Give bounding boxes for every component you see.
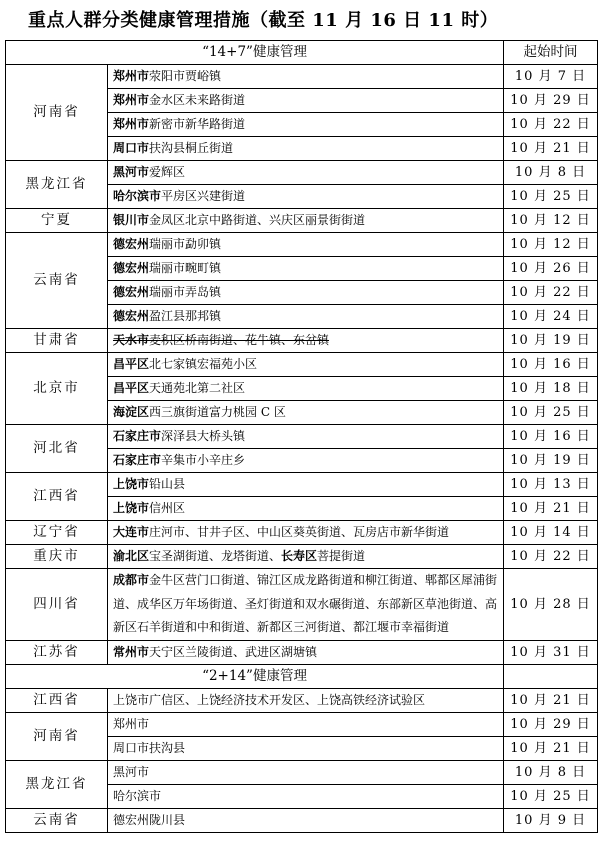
place-name: 盈江县那邦镇 <box>149 309 222 323</box>
place-name: 爱辉区 <box>149 165 186 179</box>
start-time-header: 起始时间 <box>504 41 598 65</box>
province-cell: 江西省 <box>6 473 108 521</box>
location-cell: 郑州市 <box>108 712 504 736</box>
location-cell <box>108 305 504 329</box>
province-cell: 黑龙江省 <box>6 760 108 808</box>
date-cell: 10 月 29 日 <box>504 89 598 113</box>
city-name: 上饶市 <box>113 477 150 491</box>
table-row <box>6 425 598 449</box>
table-row <box>6 569 598 641</box>
province-cell: 河北省 <box>6 425 108 473</box>
date-cell: 10 月 25 日 <box>504 784 598 808</box>
health-management-table <box>5 40 598 833</box>
table-row <box>6 545 598 569</box>
date-cell: 10 月 28 日 <box>504 569 598 641</box>
page-title: 重点人群分类健康管理措施（截至 11 月 16 日 11 时） <box>28 10 499 31</box>
date-cell: 10 月 25 日 <box>504 401 598 425</box>
place-name: 菩提街道 <box>317 549 366 563</box>
table-row <box>6 760 598 784</box>
city-name: 长寿区 <box>281 549 318 563</box>
section1-title: “14+7”健康管理 <box>6 41 504 65</box>
location-cell <box>108 137 504 161</box>
city-name: 渝北区 <box>113 549 150 563</box>
province-cell: 江苏省 <box>6 640 108 664</box>
city-name: 上饶市 <box>113 501 150 515</box>
location-cell <box>108 113 504 137</box>
place-name: 金凤区北京中路街道、兴庆区丽景街街道 <box>149 213 366 227</box>
location-cell <box>108 185 504 209</box>
city-name: 周口市 <box>113 141 150 155</box>
section-header-row <box>6 41 598 65</box>
location-cell: 哈尔滨市 <box>108 784 504 808</box>
city-name: 德宏州 <box>113 285 150 299</box>
place-name: 西三旗街道富力桃园 C 区 <box>149 405 286 419</box>
place-name: 宝圣湖街道、龙塔街道、 <box>149 549 282 563</box>
city-name: 德宏州 <box>113 309 150 323</box>
location-cell <box>108 425 504 449</box>
province-cell: 江西省 <box>6 688 108 712</box>
place-name: 铅山县 <box>149 477 186 491</box>
province-cell: 河南省 <box>6 712 108 760</box>
date-cell: 10 月 16 日 <box>504 425 598 449</box>
table-row <box>6 65 598 89</box>
place-name: 深泽县大桥头镇 <box>161 429 246 443</box>
date-cell: 10 月 21 日 <box>504 736 598 760</box>
place-name: 瑞丽市弄岛镇 <box>149 285 222 299</box>
location-cell <box>108 569 504 641</box>
date-cell: 10 月 25 日 <box>504 185 598 209</box>
city-name: 石家庄市 <box>113 429 162 443</box>
date-cell: 10 月 18 日 <box>504 377 598 401</box>
city-name: 德宏州 <box>113 261 150 275</box>
location-cell <box>108 401 504 425</box>
date-cell: 10 月 7 日 <box>504 65 598 89</box>
city-name: 海淀区 <box>113 405 150 419</box>
city-name: 银川市 <box>113 213 150 227</box>
location-cell: 周口市扶沟县 <box>108 736 504 760</box>
table-row <box>6 640 598 664</box>
location-cell <box>108 521 504 545</box>
city-name: 哈尔滨市 <box>113 189 162 203</box>
province-cell: 甘肃省 <box>6 329 108 353</box>
city-name: 昌平区 <box>113 381 150 395</box>
date-cell: 10 月 14 日 <box>504 521 598 545</box>
province-cell: 北京市 <box>6 353 108 425</box>
table-row <box>6 209 598 233</box>
city-name: 大连市 <box>113 525 150 539</box>
date-cell: 10 月 16 日 <box>504 353 598 377</box>
date-cell: 10 月 31 日 <box>504 640 598 664</box>
city-name: 郑州市 <box>113 69 150 83</box>
location-cell <box>108 497 504 521</box>
location-cell <box>108 449 504 473</box>
table-row <box>6 329 598 353</box>
location-cell <box>108 353 504 377</box>
location-cell <box>108 473 504 497</box>
table-row <box>6 473 598 497</box>
location-cell <box>108 329 504 353</box>
place-name: 庄河市、甘井子区、中山区葵英街道、瓦房店市新华街道 <box>149 525 450 539</box>
date-cell: 10 月 21 日 <box>504 688 598 712</box>
date-cell: 10 月 19 日 <box>504 329 598 353</box>
date-cell: 10 月 9 日 <box>504 808 598 832</box>
place-name: 麦积区桥南街道、花牛镇、东岔镇 <box>149 333 330 347</box>
date-cell: 10 月 12 日 <box>504 233 598 257</box>
table-row <box>6 161 598 185</box>
city-name: 成都市 <box>113 573 150 587</box>
date-cell: 10 月 21 日 <box>504 497 598 521</box>
province-cell: 河南省 <box>6 65 108 161</box>
location-cell: 黑河市 <box>108 760 504 784</box>
location-cell <box>108 281 504 305</box>
place-name: 瑞丽市畹町镇 <box>149 261 222 275</box>
city-name: 常州市 <box>113 644 150 659</box>
city-name: 石家庄市 <box>113 453 162 467</box>
date-cell: 10 月 22 日 <box>504 545 598 569</box>
date-cell: 10 月 26 日 <box>504 257 598 281</box>
section-header-row <box>6 664 598 688</box>
place-name: 金水区未来路街道 <box>149 93 246 107</box>
location-cell <box>108 377 504 401</box>
location-cell <box>108 640 504 664</box>
date-cell: 10 月 8 日 <box>504 161 598 185</box>
table-row <box>6 521 598 545</box>
table-row <box>6 712 598 736</box>
place-name: 天宁区兰陵街道、武进区湖塘镇 <box>149 644 318 659</box>
table-row <box>6 688 598 712</box>
city-name: 天水市 <box>113 333 150 347</box>
location-cell: 德宏州陇川县 <box>108 808 504 832</box>
place-name: 扶沟县桐丘街道 <box>149 141 234 155</box>
province-cell: 四川省 <box>6 569 108 641</box>
date-cell: 10 月 19 日 <box>504 449 598 473</box>
location-cell <box>108 545 504 569</box>
place-name: 天通苑北第二社区 <box>149 381 246 395</box>
empty-cell <box>504 664 598 688</box>
province-cell: 云南省 <box>6 233 108 329</box>
province-cell: 辽宁省 <box>6 521 108 545</box>
city-name: 郑州市 <box>113 93 150 107</box>
table-row <box>6 808 598 832</box>
date-cell: 10 月 13 日 <box>504 473 598 497</box>
date-cell: 10 月 12 日 <box>504 209 598 233</box>
city-name: 郑州市 <box>113 117 150 131</box>
place-name: 金牛区营门口街道、锦江区成龙路街道和柳江街道、郫都区犀浦街道、成华区万年场街道、圣灯街道和双水碾街道、东部新区草池街道、高新区石羊街道和中和街道、新都区三河街道、都江堰市幸福街道 <box>113 573 498 634</box>
place-name: 荥阳市贾峪镇 <box>149 69 222 83</box>
location-cell <box>108 65 504 89</box>
province-cell: 宁夏 <box>6 209 108 233</box>
location-cell <box>108 233 504 257</box>
table-row <box>6 233 598 257</box>
place-name: 新密市新华路街道 <box>149 117 246 131</box>
province-cell: 云南省 <box>6 808 108 832</box>
location-cell <box>108 161 504 185</box>
place-name: 瑞丽市勐卯镇 <box>149 237 222 251</box>
province-cell: 重庆市 <box>6 545 108 569</box>
city-name: 黑河市 <box>113 165 150 179</box>
place-name: 辛集市小辛庄乡 <box>161 453 246 467</box>
date-cell: 10 月 24 日 <box>504 305 598 329</box>
place-name: 平房区兴建街道 <box>161 189 246 203</box>
date-cell: 10 月 8 日 <box>504 760 598 784</box>
date-cell: 10 月 22 日 <box>504 113 598 137</box>
city-name: 昌平区 <box>113 357 150 371</box>
place-name: 信州区 <box>149 501 186 515</box>
location-cell <box>108 257 504 281</box>
location-cell <box>108 209 504 233</box>
location-cell <box>108 89 504 113</box>
place-name: 北七家镇宏福苑小区 <box>149 357 258 371</box>
date-cell: 10 月 21 日 <box>504 137 598 161</box>
province-cell: 黑龙江省 <box>6 161 108 209</box>
location-cell: 上饶市广信区、上饶经济技术开发区、上饶高铁经济试验区 <box>108 688 504 712</box>
section2-title: “2+14”健康管理 <box>6 664 504 688</box>
table-row <box>6 353 598 377</box>
date-cell: 10 月 29 日 <box>504 712 598 736</box>
city-name: 德宏州 <box>113 237 150 251</box>
date-cell: 10 月 22 日 <box>504 281 598 305</box>
